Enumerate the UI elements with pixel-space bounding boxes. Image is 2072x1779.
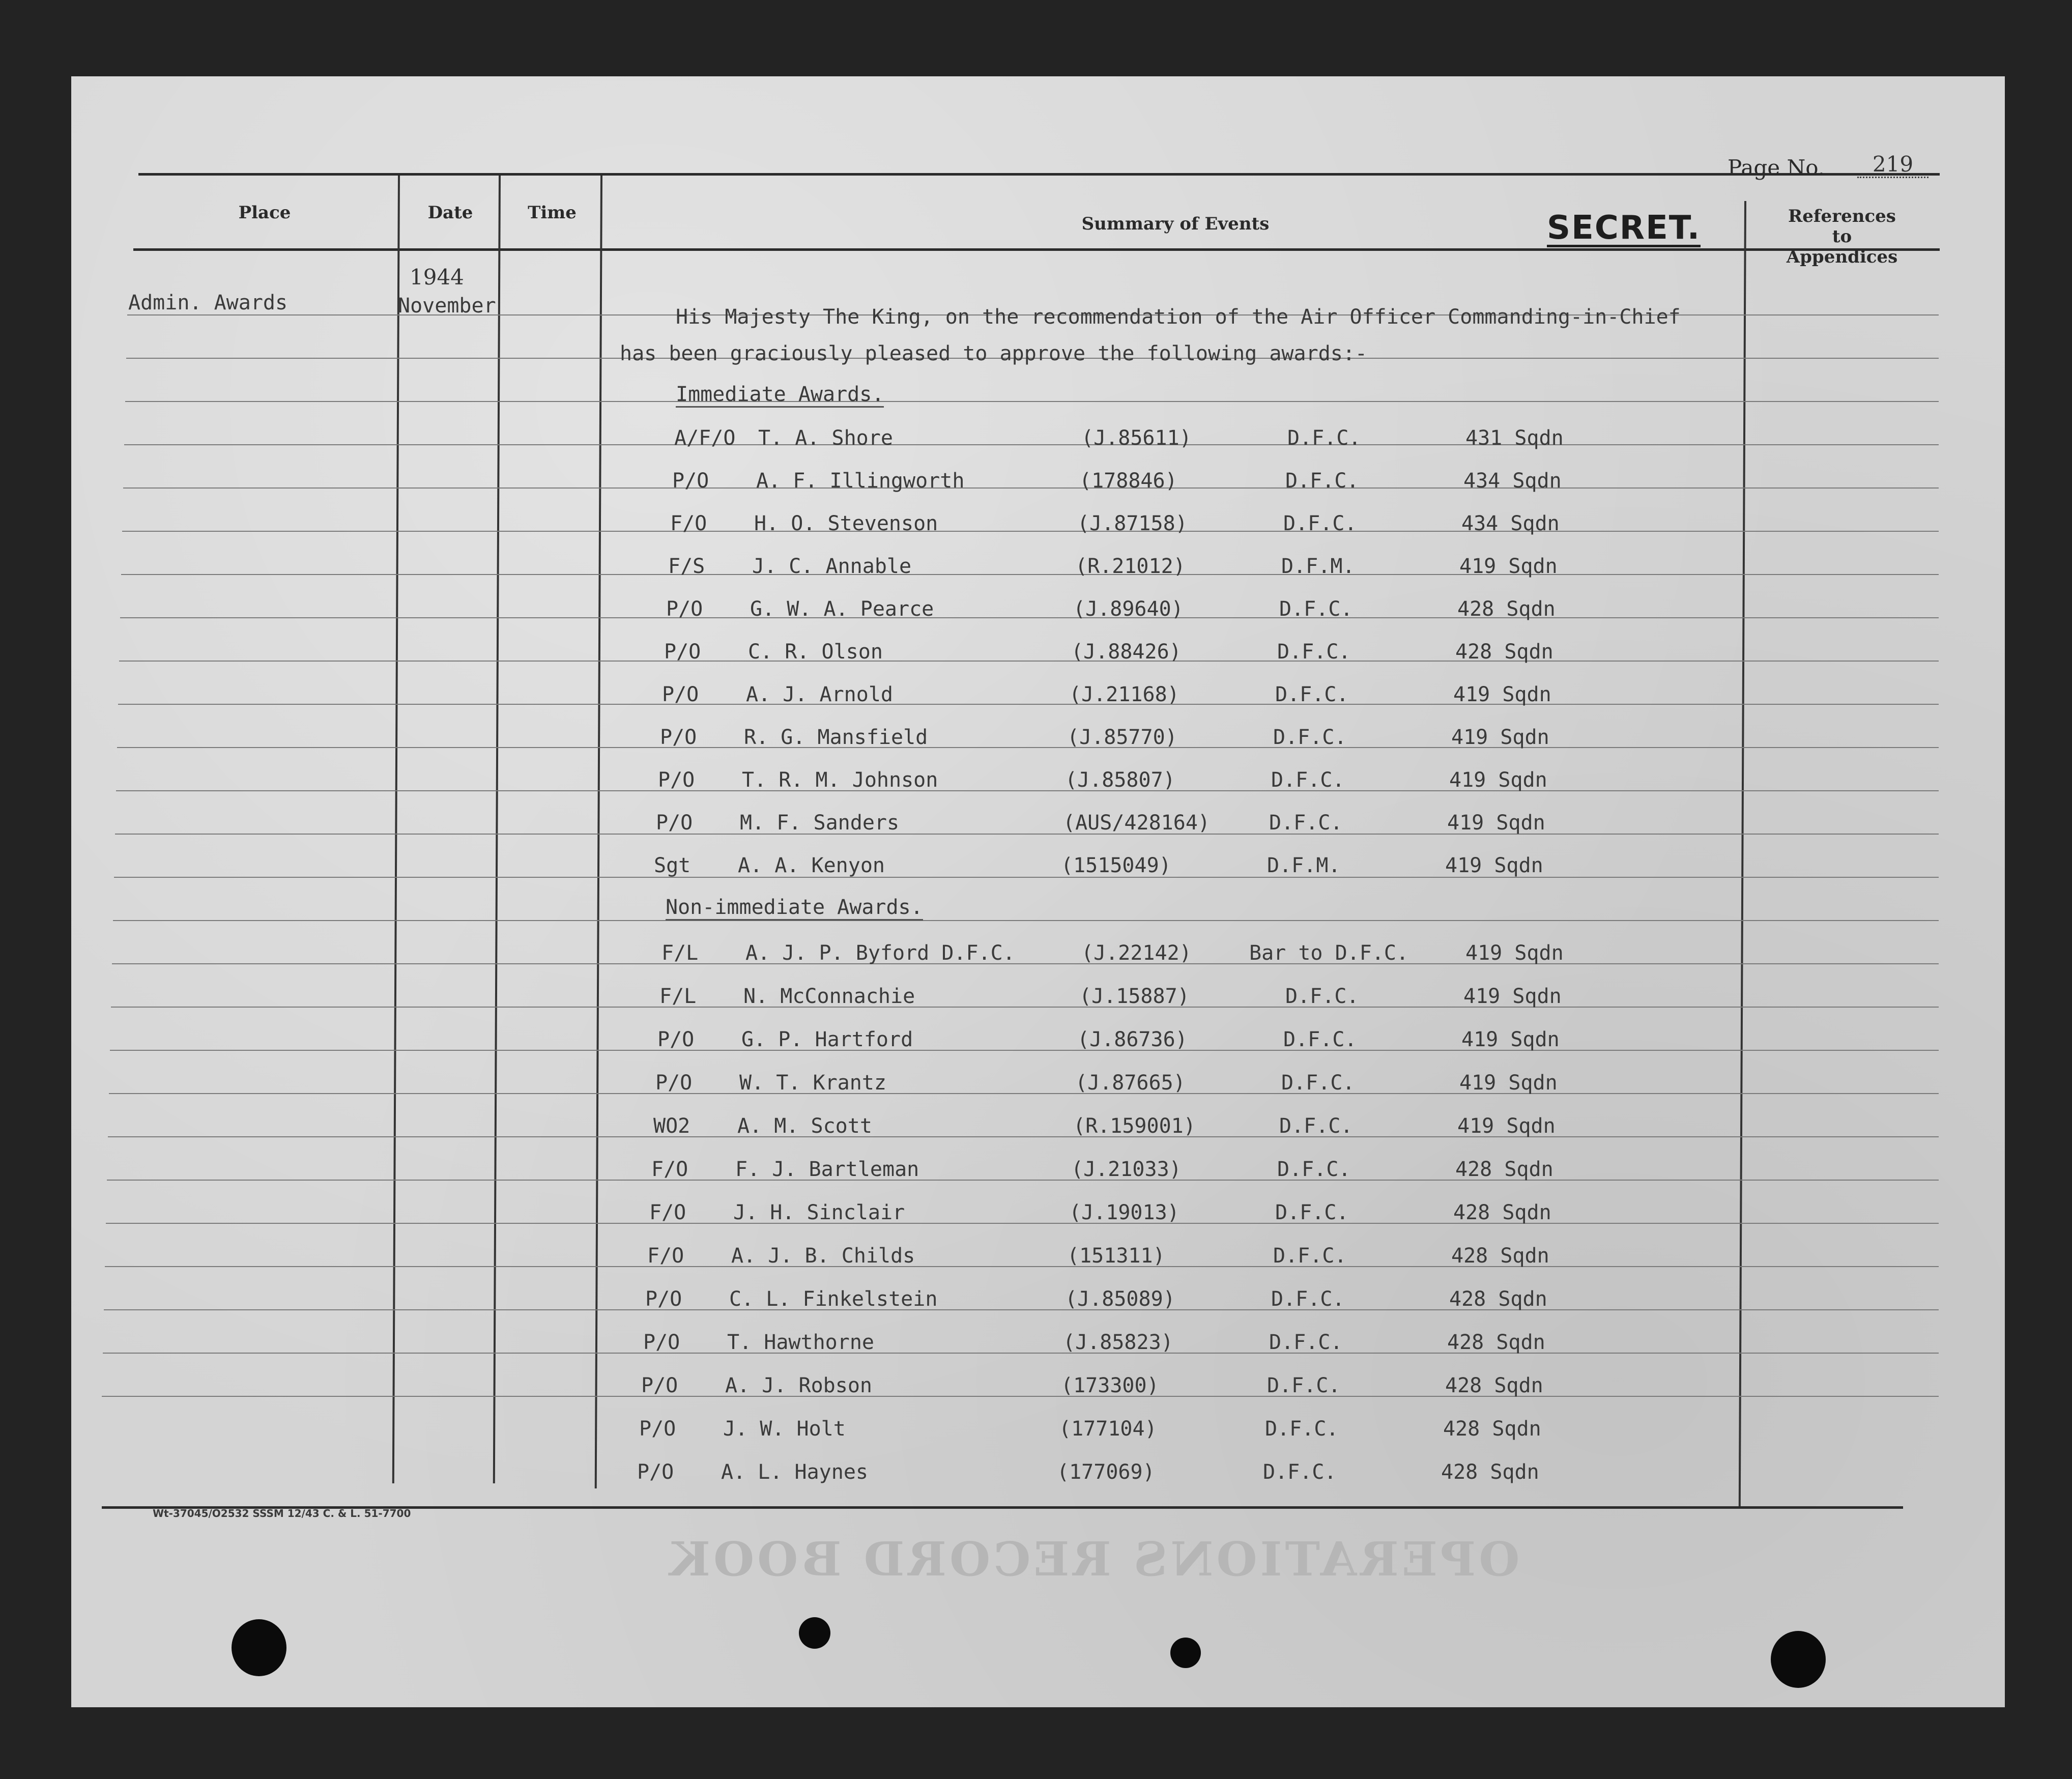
header-references-line3: Appendices (1786, 247, 1898, 267)
award-squadron: 428 Sqdn (1443, 1417, 1541, 1441)
award-type: Bar to D.F.C. (1249, 941, 1409, 965)
award-service-number: (J.15887) (1079, 985, 1190, 1008)
award-type: D.F.C. (1273, 726, 1347, 749)
award-rank: P/O (657, 1028, 695, 1051)
award-name: A. A. Kenyon (738, 854, 885, 877)
award-row (0, 1287, 2072, 1313)
award-row (0, 1201, 2072, 1226)
award-rank: WO2 (653, 1114, 690, 1138)
award-type: D.F.C. (1285, 469, 1359, 493)
ruled-line (125, 401, 1939, 402)
award-service-number: (J.21033) (1071, 1158, 1182, 1181)
award-name: J. W. Holt (723, 1417, 846, 1441)
award-name: C. L. Finkelstein (729, 1287, 938, 1311)
award-rank: Sgt (654, 854, 691, 877)
award-service-number: (J.21168) (1069, 683, 1179, 706)
award-row (0, 1244, 2072, 1270)
award-type: D.F.M. (1267, 854, 1341, 877)
award-row (0, 426, 2072, 452)
award-rank: F/O (651, 1158, 688, 1181)
award-name: A. J. Arnold (746, 683, 893, 706)
header-references-line1: References (1788, 206, 1896, 226)
award-name: R. G. Mansfield (744, 726, 928, 749)
award-squadron: 431 Sqdn (1465, 426, 1564, 450)
place-entry: Admin. Awards (128, 291, 288, 314)
award-row (0, 1114, 2072, 1140)
classification-stamp: SECRET. (1547, 209, 1701, 247)
award-squadron: 428 Sqdn (1455, 1158, 1553, 1181)
award-name: T. Hawthorne (727, 1331, 874, 1354)
punch-hole-right (1771, 1631, 1826, 1688)
award-name: T. A. Shore (758, 426, 893, 450)
award-type: D.F.C. (1281, 1071, 1355, 1095)
award-squadron: 428 Sqdn (1453, 1201, 1551, 1224)
award-row (0, 1071, 2072, 1097)
award-name: A. F. Illingworth (756, 469, 965, 493)
award-name: A. J. P. Byford D.F.C. (745, 941, 1015, 965)
award-rank: P/O (637, 1460, 674, 1484)
award-squadron: 419 Sqdn (1465, 941, 1564, 965)
award-squadron: 428 Sqdn (1449, 1287, 1547, 1311)
award-name: N. McConnachie (743, 985, 915, 1008)
award-type: D.F.C. (1283, 1028, 1357, 1051)
award-squadron: 419 Sqdn (1449, 768, 1547, 792)
award-rank: A/F/O (674, 426, 736, 450)
award-type: D.F.C. (1271, 1287, 1345, 1311)
award-rank: P/O (666, 597, 703, 621)
award-service-number: (J.85089) (1065, 1287, 1175, 1311)
top-border (138, 173, 1940, 176)
award-service-number: (J.22142) (1081, 941, 1192, 965)
award-row (0, 768, 2072, 794)
award-name: M. F. Sanders (740, 811, 900, 835)
award-squadron: 419 Sqdn (1461, 1028, 1560, 1051)
award-service-number: (J.85611) (1081, 426, 1192, 450)
award-rank: F/L (659, 985, 697, 1008)
award-type: D.F.C. (1275, 683, 1349, 706)
award-squadron: 428 Sqdn (1457, 597, 1556, 621)
award-service-number: (177104) (1059, 1417, 1157, 1441)
header-bottom-border (133, 248, 1940, 251)
award-service-number: (J.85770) (1067, 726, 1177, 749)
award-service-number: (151311) (1067, 1244, 1165, 1268)
award-squadron: 428 Sqdn (1451, 1244, 1549, 1268)
award-type: D.F.C. (1279, 597, 1353, 621)
award-rank: P/O (645, 1287, 682, 1311)
award-rank: P/O (656, 811, 693, 835)
award-type: D.F.C. (1271, 768, 1345, 792)
award-rank: P/O (660, 726, 697, 749)
award-service-number: (178846) (1079, 469, 1177, 493)
award-service-number: (1515049) (1061, 854, 1171, 877)
award-service-number: (R.21012) (1075, 555, 1186, 578)
award-service-number: (J.88426) (1071, 640, 1182, 664)
award-service-number: (177069) (1057, 1460, 1155, 1484)
award-squadron: 428 Sqdn (1455, 640, 1553, 664)
award-squadron: 419 Sqdn (1447, 811, 1545, 835)
award-name: T. R. M. Johnson (742, 768, 938, 792)
award-squadron: 419 Sqdn (1459, 1071, 1558, 1095)
bleed-through-title: OPERATIONS RECORD BOOK (667, 1532, 1520, 1587)
award-type: D.F.C. (1279, 1114, 1353, 1138)
page-number-label: Page No. (1728, 155, 1825, 180)
award-type: D.F.C. (1283, 512, 1357, 535)
header-references (1750, 206, 1934, 267)
award-name: F. J. Bartleman (735, 1158, 919, 1181)
award-squadron: 419 Sqdn (1457, 1114, 1556, 1138)
award-type: D.F.C. (1273, 1244, 1347, 1268)
award-service-number: (173300) (1061, 1374, 1159, 1397)
award-squadron: 428 Sqdn (1445, 1374, 1543, 1397)
award-row (0, 512, 2072, 537)
award-name: J. C. Annable (752, 555, 912, 578)
award-service-number: (R.159001) (1073, 1114, 1196, 1138)
header-date: Date (427, 203, 473, 223)
header-references-line2: to (1832, 226, 1852, 247)
award-squadron: 434 Sqdn (1463, 469, 1562, 493)
award-name: C. R. Olson (748, 640, 883, 664)
award-row (0, 811, 2072, 837)
immediate-awards-heading: Immediate Awards. (676, 383, 884, 408)
award-row (0, 985, 2072, 1010)
award-name: J. H. Sinclair (733, 1201, 905, 1224)
award-squadron: 419 Sqdn (1451, 726, 1549, 749)
award-type: D.F.C. (1277, 1158, 1351, 1181)
award-row (0, 555, 2072, 580)
award-name: G. P. Hartford (741, 1028, 913, 1051)
award-name: A. M. Scott (737, 1114, 872, 1138)
header-place: Place (238, 203, 291, 223)
award-row (0, 1417, 2072, 1443)
header-time: Time (528, 203, 577, 223)
award-squadron: 434 Sqdn (1461, 512, 1560, 535)
award-type: D.F.C. (1267, 1374, 1341, 1397)
award-rank: F/S (668, 555, 705, 578)
award-row (0, 726, 2072, 751)
award-type: D.F.C. (1269, 811, 1343, 835)
form-printer-code: Wt-37045/O2532 SSSM 12/43 C. & L. 51-7700 (153, 1507, 411, 1519)
award-row (0, 1460, 2072, 1486)
award-type: D.F.M. (1281, 555, 1355, 578)
award-row (0, 469, 2072, 495)
award-rank: F/O (647, 1244, 684, 1268)
ruled-line (113, 920, 1939, 921)
award-row (0, 640, 2072, 666)
award-row (0, 854, 2072, 879)
award-service-number: (J.85807) (1065, 768, 1175, 792)
award-type: D.F.C. (1263, 1460, 1337, 1484)
page-number: 219 (1857, 152, 1929, 178)
award-type: D.F.C. (1285, 985, 1359, 1008)
award-service-number: (J.86736) (1077, 1028, 1188, 1051)
award-type: D.F.C. (1265, 1417, 1339, 1441)
award-type: D.F.C. (1275, 1201, 1349, 1224)
award-rank: P/O (658, 768, 695, 792)
award-name: G. W. A. Pearce (750, 597, 934, 621)
entry-year: 1944 (410, 265, 464, 290)
award-name: H. O. Stevenson (754, 512, 938, 535)
award-rank: F/O (670, 512, 707, 535)
award-type: D.F.C. (1277, 640, 1351, 664)
award-squadron: 419 Sqdn (1445, 854, 1543, 877)
award-name: W. T. Krantz (739, 1071, 886, 1095)
award-rank: F/L (661, 941, 699, 965)
award-service-number: (J.85823) (1063, 1331, 1173, 1354)
award-name: A. L. Haynes (721, 1460, 868, 1484)
punch-hole-center-right (1170, 1638, 1201, 1668)
award-name: A. J. Robson (725, 1374, 872, 1397)
punch-hole-center-left (799, 1617, 830, 1649)
award-squadron: 419 Sqdn (1453, 683, 1551, 706)
award-rank: P/O (662, 683, 699, 706)
award-rank: P/O (639, 1417, 676, 1441)
award-type: D.F.C. (1269, 1331, 1343, 1354)
award-squadron: 428 Sqdn (1441, 1460, 1539, 1484)
award-row (0, 1331, 2072, 1356)
award-squadron: 419 Sqdn (1463, 985, 1562, 1008)
award-row (0, 1374, 2072, 1399)
award-rank: P/O (643, 1331, 680, 1354)
award-row (0, 1028, 2072, 1053)
award-service-number: (J.87158) (1077, 512, 1188, 535)
non-immediate-awards-heading: Non-immediate Awards. (666, 896, 923, 921)
award-type: D.F.C. (1287, 426, 1361, 450)
award-service-number: (J.19013) (1069, 1201, 1179, 1224)
award-row (0, 941, 2072, 967)
award-name: A. J. B. Childs (731, 1244, 915, 1268)
entry-month: November (398, 294, 496, 318)
award-rank: F/O (649, 1201, 686, 1224)
punch-hole-left (232, 1619, 286, 1676)
award-row (0, 683, 2072, 708)
award-rank: P/O (672, 469, 709, 493)
award-service-number: (AUS/428164) (1063, 811, 1210, 835)
award-rank: P/O (641, 1374, 678, 1397)
award-service-number: (J.89640) (1073, 597, 1184, 621)
award-rank: P/O (664, 640, 701, 664)
award-rank: P/O (655, 1071, 693, 1095)
award-squadron: 428 Sqdn (1447, 1331, 1545, 1354)
summary-intro-line2: has been graciously pleased to approve the following awards:- (620, 342, 1368, 365)
award-row (0, 597, 2072, 623)
award-row (0, 1158, 2072, 1183)
header-summary: Summary of Events (1081, 214, 1270, 234)
award-service-number: (J.87665) (1075, 1071, 1186, 1095)
award-squadron: 419 Sqdn (1459, 555, 1558, 578)
summary-intro-line1: His Majesty The King, on the recommendation of the Air Officer Commanding-in-Chief (676, 305, 1681, 329)
